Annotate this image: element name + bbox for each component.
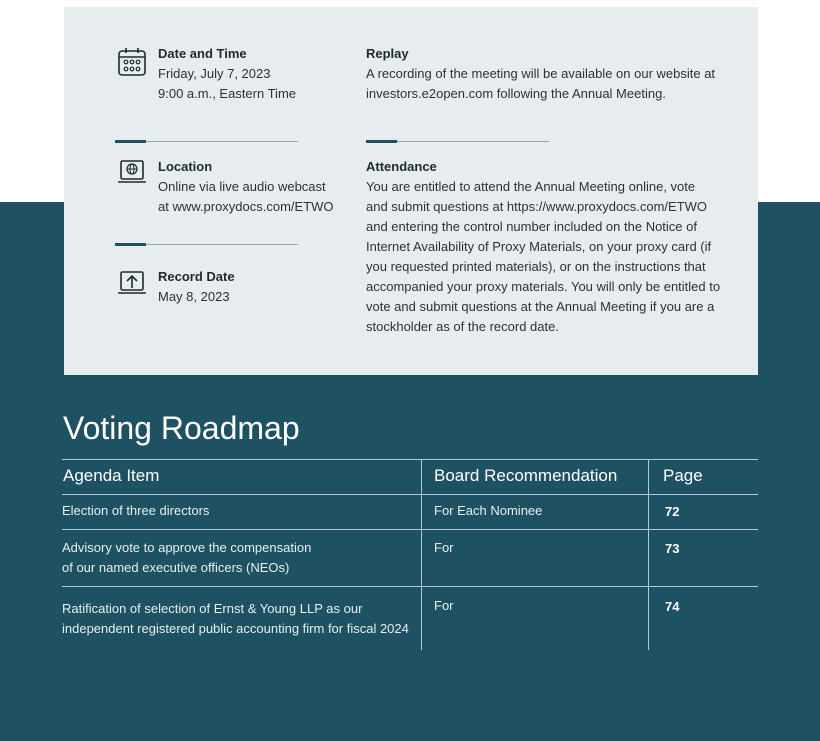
divider [366,141,549,142]
table-cell-recommendation: For Each Nominee [434,503,543,518]
table-cell-page: 72 [665,504,680,519]
calendar-icon [117,47,147,77]
column-divider [648,459,649,650]
column-header-page: Page [663,466,703,485]
upload-tray-icon [117,269,147,299]
table-rule [62,494,758,495]
location-line-1: Online via live audio webcast [158,179,326,194]
table-cell-item: Election of three directors [62,503,210,518]
location-line-2: at www.proxydocs.com/ETWO [158,199,334,214]
attendance-label: Attendance [366,159,437,174]
section-title: Voting Roadmap [63,410,300,446]
divider [115,244,298,245]
replay-line: A recording of the meeting will be available on our website at [366,66,716,81]
record-date-label: Record Date [158,269,235,284]
attendance-line: stockholder as of the record date. [366,319,559,334]
attendance-line: You are entitled to attend the Annual Meeting online, vote [366,179,696,194]
date-time-label: Date and Time [158,46,247,61]
date-value: Friday, July 7, 2023 [158,66,271,81]
record-date-value: May 8, 2023 [158,289,230,304]
table-rule [62,459,758,460]
attendance-line: vote and submit questions at the Annual Meeting if you are a [366,299,715,314]
replay-line: investors.e2open.com following the Annual Meeting. [366,86,666,101]
attendance-line: you requested printed materials), or on the instructions that [366,259,706,274]
table-cell-recommendation: For [434,598,454,613]
table-cell-recommendation: For [434,540,454,555]
laptop-globe-icon [117,158,147,188]
table-rule [62,529,758,530]
attendance-line: accompanied your proxy materials. You will only be entitled to [366,279,721,294]
time-value: 9:00 a.m., Eastern Time [158,86,297,101]
divider [115,141,298,142]
column-divider [421,459,422,650]
column-header-recommendation: Board Recommendation [434,466,618,485]
replay-label: Replay [366,46,409,61]
location-label: Location [158,159,213,174]
table-cell-item: of our named executive officers (NEOs) [62,560,290,575]
table-cell-item: independent registered public accounting firm for fiscal 2024 [62,621,409,636]
attendance-line: Internet Availability of Proxy Materials, on your proxy card (if [366,239,712,254]
attendance-line: and entering the control number included on the Notice of [366,219,697,234]
table-cell-item: Ratification of selection of Ernst & Young LLP as our [62,601,363,616]
column-header-agenda-item: Agenda Item [63,466,160,485]
table-cell-item: Advisory vote to approve the compensation [62,540,312,555]
table-cell-page: 74 [665,599,680,614]
table-cell-page: 73 [665,541,680,556]
table-rule [62,586,758,587]
attendance-line: and submit questions at https://www.proxydocs.com/ETWO [366,199,708,214]
